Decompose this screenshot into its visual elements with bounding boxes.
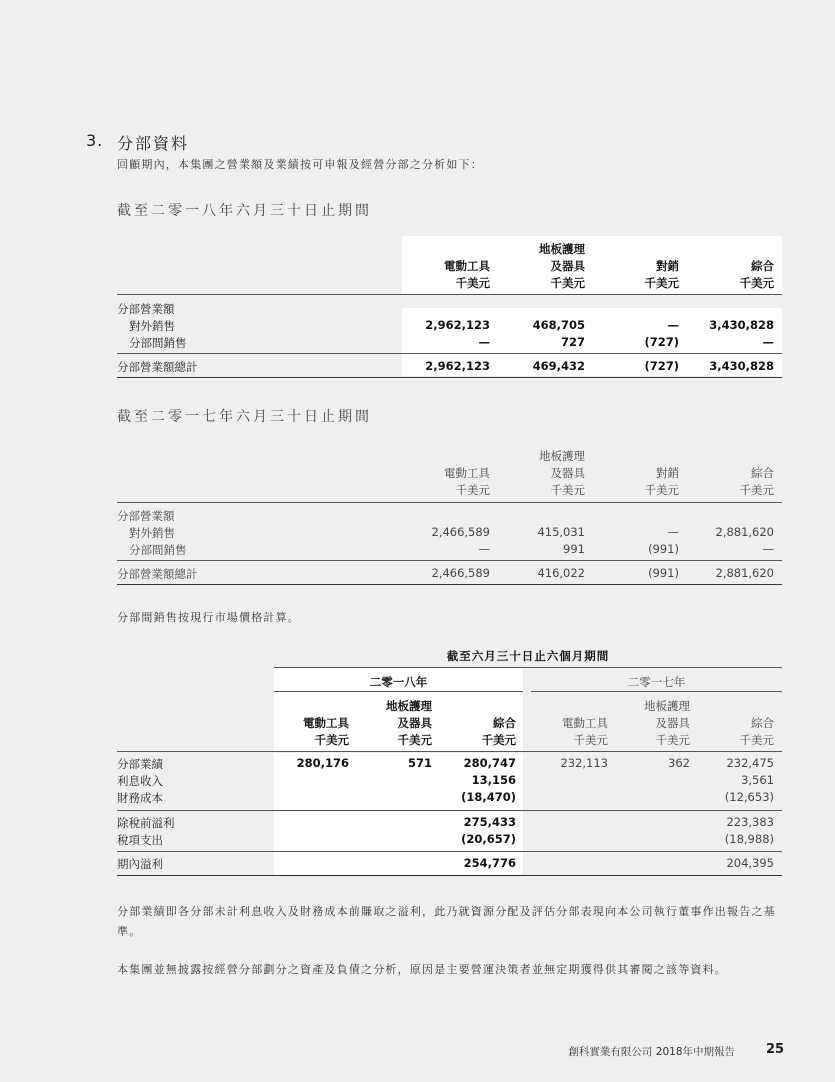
year-rule-2018 [274, 691, 523, 692]
year-rule-2017 [531, 691, 782, 692]
col-header-l2: 電動工具 [444, 259, 490, 273]
col-header-l2: 綜合 [751, 466, 774, 480]
table-row [117, 756, 782, 773]
segment-results-table [117, 645, 782, 880]
row-label: 分部營業額總計 [117, 567, 198, 581]
col-header-unit: 千美元 [573, 733, 608, 747]
cell-value: 362 [668, 756, 690, 770]
header-rule [117, 751, 782, 752]
subtotal-rule [117, 560, 782, 561]
col-header-unit: 千美元 [314, 733, 349, 747]
header-rule [117, 294, 782, 295]
assets-note: 本集團並無披露按經營分部劃分之資產及負債之分析，原因是主要營運決策者並無定期獲得供其審閱之該等資料。 [117, 963, 727, 976]
cell-value: 2,881,620 [715, 566, 774, 580]
col-header-l1: 地板護理 [386, 699, 432, 713]
cell-value: 416,022 [537, 566, 585, 580]
cell-value: 232,113 [560, 756, 608, 770]
col-header-unit: 千美元 [655, 733, 690, 747]
results-note: 分部業績即各分部未計利息收入及財務成本前賺取之溢利，此乃就資源分配及評估分部表現向本公司執行董事作出報告之基準。 [117, 905, 776, 938]
col-header-l2: 對銷 [656, 466, 679, 480]
table-row [117, 773, 782, 790]
col-header-l2: 及器具 [550, 466, 585, 480]
page-number: 25 [766, 1042, 785, 1057]
cell-value: 2,466,589 [431, 566, 490, 580]
col-header-unit: 千美元 [739, 483, 774, 497]
col-header-l1: 地板護理 [644, 699, 690, 713]
cell-value: — [667, 525, 679, 539]
cell-value: 2,962,123 [425, 318, 490, 332]
cell-value: (18,988) [724, 832, 774, 846]
group-label: 分部營業額 [117, 302, 175, 316]
row-label: 對外銷售 [129, 319, 175, 333]
cell-value: 3,561 [741, 773, 774, 787]
col-header-unit: 千美元 [481, 733, 516, 747]
total-rule [117, 377, 782, 378]
col-header-l2: 及器具 [550, 259, 585, 273]
table-row [117, 525, 782, 542]
table-row [117, 790, 782, 807]
col-header-unit: 千美元 [455, 276, 490, 290]
col-header-unit: 千美元 [739, 276, 774, 290]
table-row [117, 318, 782, 335]
row-label: 分部營業額總計 [117, 360, 198, 374]
cell-value: — [478, 542, 490, 556]
cell-value: — [478, 335, 490, 349]
cell-value: (727) [644, 335, 679, 349]
cell-value: 2,962,123 [425, 359, 490, 373]
row-label: 除稅前溢利 [117, 816, 175, 830]
col-header-l1: 地板護理 [539, 449, 585, 463]
table-row [117, 815, 782, 832]
row-label: 稅項支出 [117, 833, 163, 847]
subtotal-rule [117, 810, 782, 811]
footer-company: 創科實業有限公司 2018年中期報告 [568, 1046, 735, 1058]
cell-value: 223,383 [726, 815, 774, 829]
section-number: 3. [86, 131, 104, 150]
period-2017-title: 截至二零一七年六月三十日止期間 [117, 409, 372, 425]
cell-value: 204,395 [726, 856, 774, 870]
cell-value: (991) [648, 566, 679, 580]
cell-value: — [667, 318, 679, 332]
col-header-l2: 綜合 [493, 716, 516, 730]
pricing-note: 分部間銷售按現行市場價格計算。 [117, 611, 300, 624]
caption-rule [274, 667, 782, 668]
col-header-l1: 地板護理 [539, 242, 585, 256]
row-label: 分部間銷售 [129, 336, 187, 350]
group-label: 分部營業額 [117, 509, 175, 523]
subtotal-rule [117, 353, 782, 354]
cell-value: 275,433 [463, 815, 516, 829]
total-row [117, 359, 782, 376]
table-row [117, 335, 782, 352]
cell-value: 415,031 [537, 525, 585, 539]
cell-value: 2,881,620 [715, 525, 774, 539]
row-label: 對外銷售 [129, 526, 175, 540]
cell-value: 571 [407, 756, 432, 770]
cell-value: 280,747 [463, 756, 516, 770]
total-row [117, 566, 782, 583]
cell-value: 3,430,828 [709, 359, 774, 373]
col-header-l2: 電動工具 [303, 716, 349, 730]
section-title: 分部資料 [117, 134, 190, 153]
cell-value: 254,776 [463, 856, 516, 870]
row-label: 期內溢利 [117, 857, 163, 871]
cell-value: — [762, 335, 774, 349]
col-header-unit: 千美元 [550, 276, 585, 290]
cell-value: 280,176 [296, 756, 349, 770]
subtotal-rule [117, 851, 782, 852]
year-label-2018: 二零一八年 [369, 675, 428, 689]
col-header-l2: 電動工具 [562, 716, 608, 730]
col-header-unit: 千美元 [739, 733, 774, 747]
row-label: 利息收入 [117, 774, 163, 788]
row-label: 分部間銷售 [129, 543, 187, 557]
total-row [117, 856, 782, 873]
col-header-l2: 電動工具 [444, 466, 490, 480]
col-header-unit: 千美元 [644, 276, 679, 290]
cell-value: (991) [648, 542, 679, 556]
period-2018-title: 截至二零一八年六月三十日止期間 [117, 203, 372, 219]
col-header-unit: 千美元 [550, 483, 585, 497]
cell-value: 991 [563, 542, 585, 556]
cell-value: 469,432 [532, 359, 585, 373]
col-header-l2: 綜合 [751, 716, 774, 730]
cell-value: 468,705 [532, 318, 585, 332]
cell-value: 3,430,828 [709, 318, 774, 332]
col-header-unit: 千美元 [455, 483, 490, 497]
total-rule [117, 875, 782, 876]
cell-value: (18,470) [461, 790, 516, 804]
segment-revenue-table-2018 [117, 236, 782, 381]
header-rule [117, 502, 782, 503]
col-header-l2: 及器具 [655, 716, 690, 730]
cell-value: — [762, 542, 774, 556]
col-header-unit: 千美元 [644, 483, 679, 497]
total-rule [117, 584, 782, 585]
year-label-2017: 二零一七年 [627, 675, 686, 689]
cell-value: 727 [560, 335, 585, 349]
table-row [117, 832, 782, 849]
segment-revenue-table-2017 [117, 446, 782, 591]
col-header-l2: 及器具 [397, 716, 432, 730]
col-header-l2: 對銷 [656, 259, 679, 273]
table-row [117, 542, 782, 559]
row-label: 分部業績 [117, 757, 163, 771]
cell-value: 2,466,589 [431, 525, 490, 539]
cell-value: (20,657) [461, 832, 516, 846]
section-intro: 回顧期內，本集團之營業額及業績按可申報及經營分部之分析如下： [117, 158, 483, 171]
cell-value: 13,156 [471, 773, 516, 787]
row-label: 財務成本 [117, 791, 163, 805]
cell-value: (727) [644, 359, 679, 373]
cell-value: (12,653) [724, 790, 774, 804]
cell-value: 232,475 [726, 756, 774, 770]
col-header-unit: 千美元 [397, 733, 432, 747]
results-caption: 截至六月三十日止六個月期間 [446, 649, 610, 663]
col-header-l2: 綜合 [751, 259, 774, 273]
